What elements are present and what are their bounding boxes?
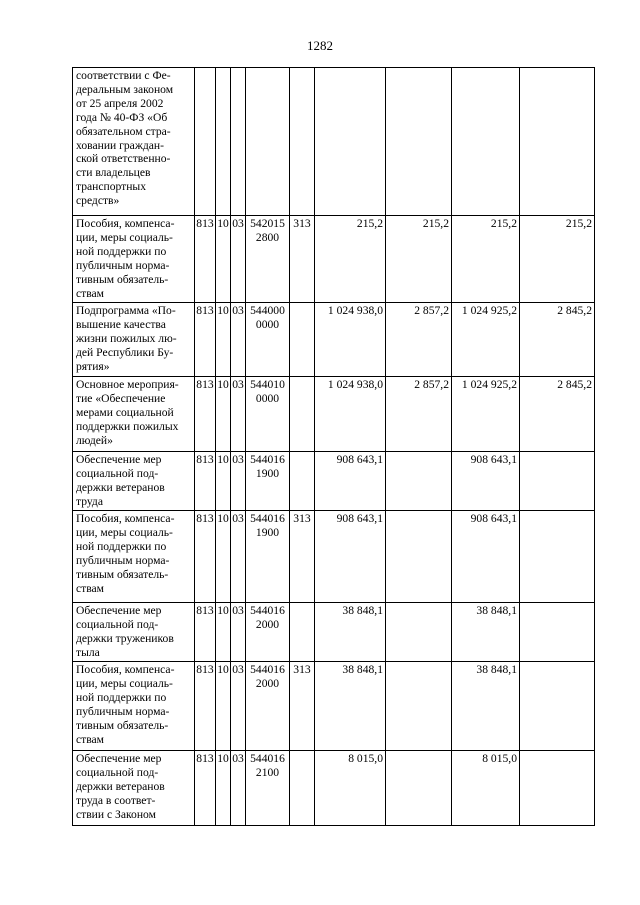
budget-table [72, 67, 595, 826]
row-name-line: ствам [76, 732, 105, 746]
row-name-line: ствам [76, 581, 105, 595]
table-row [73, 377, 595, 452]
target-article-cell: 544016 1900 [246, 511, 290, 603]
section-cell: 10 [216, 303, 231, 377]
row-name-line: Пособия, компенса- [76, 512, 175, 525]
row-name-line: ции, меры социаль- [76, 676, 173, 690]
amount-cell [386, 751, 452, 826]
row-name-cell [73, 452, 195, 511]
amount-cell [386, 452, 452, 511]
expense-type-cell [290, 377, 315, 452]
amount-cell [386, 603, 452, 662]
amount-cell [520, 751, 595, 826]
row-name-line: Пособия, компенса- [76, 663, 175, 676]
expense-type-cell: 313 [290, 662, 315, 751]
expense-type-cell: 313 [290, 511, 315, 603]
row-name-line: Пособия, компенса- [76, 217, 175, 230]
row-name-line: ции, меры социаль- [76, 230, 173, 244]
target-article-cell: 544016 2000 [246, 603, 290, 662]
row-name-cell [73, 303, 195, 377]
amount-cell: 908 643,1 [315, 452, 386, 511]
row-name-line: тивным обязатель- [76, 718, 169, 732]
row-name-cell [73, 511, 195, 603]
row-name-line: рятия» [76, 359, 110, 373]
row-name-line: держки ветеранов [76, 779, 165, 793]
section-cell: 10 [216, 603, 231, 662]
target-article-cell: 544010 0000 [246, 377, 290, 452]
row-name-line: публичным норма- [76, 258, 170, 272]
row-name-line: от 25 апреля 2002 [76, 96, 164, 110]
expense-type-cell [290, 751, 315, 826]
amount-cell: 8 015,0 [315, 751, 386, 826]
expense-type-cell [290, 68, 315, 216]
amount-cell: 2 857,2 [386, 377, 452, 452]
table-row [73, 452, 595, 511]
row-name-cell [73, 377, 195, 452]
amount-cell: 38 848,1 [315, 603, 386, 662]
row-name-line: социальной под- [76, 765, 159, 779]
row-name-line: ской ответственно- [76, 152, 171, 166]
admin-code-cell: 813 [195, 751, 216, 826]
subsection-cell: 03 [231, 216, 246, 303]
row-name-line: ной поддержки по [76, 690, 167, 704]
row-name-line: ховании граждан- [76, 138, 164, 152]
amount-cell: 908 643,1 [452, 452, 520, 511]
amount-cell: 2 845,2 [520, 377, 595, 452]
row-name-line: деральным законом [76, 82, 174, 96]
section-cell: 10 [216, 662, 231, 751]
row-name-line: года № 40-ФЗ «Об [76, 110, 168, 124]
table-row [73, 603, 595, 662]
table-row [73, 751, 595, 826]
amount-cell [520, 511, 595, 603]
row-name-line: Обеспечение мер [76, 453, 162, 466]
amount-cell: 1 024 925,2 [452, 377, 520, 452]
row-name-line: публичным норма- [76, 704, 170, 718]
row-name-line: ции, меры социаль- [76, 525, 173, 539]
amount-cell [520, 452, 595, 511]
target-article-cell: 544016 1900 [246, 452, 290, 511]
amount-cell [520, 68, 595, 216]
section-cell: 10 [216, 377, 231, 452]
amount-cell [520, 662, 595, 751]
row-name-line: Подпрограмма «По- [76, 304, 176, 317]
admin-code-cell: 813 [195, 662, 216, 751]
subsection-cell: 03 [231, 603, 246, 662]
amount-cell [386, 511, 452, 603]
amount-cell: 215,2 [315, 216, 386, 303]
subsection-cell: 03 [231, 751, 246, 826]
row-name-line: Обеспечение мер [76, 604, 162, 617]
target-article-cell: 544000 0000 [246, 303, 290, 377]
amount-cell: 38 848,1 [452, 662, 520, 751]
amount-cell: 215,2 [520, 216, 595, 303]
table-row [73, 511, 595, 603]
row-name-line: Основное мероприя- [76, 378, 179, 391]
admin-code-cell [195, 68, 216, 216]
row-name-line: социальной под- [76, 466, 159, 480]
amount-cell: 2 845,2 [520, 303, 595, 377]
row-name-line: тивным обязатель- [76, 272, 169, 286]
row-name-line: Обеспечение мер [76, 752, 162, 765]
table-row [73, 216, 595, 303]
subsection-cell [231, 68, 246, 216]
row-name-line: людей» [76, 433, 113, 447]
row-name-line: ствам [76, 286, 105, 300]
target-article-cell: 544016 2100 [246, 751, 290, 826]
expense-type-cell [290, 603, 315, 662]
row-name-line: держки тружеников [76, 631, 174, 645]
row-name-line: вышение качества [76, 317, 166, 331]
table-row [73, 662, 595, 751]
row-name-line: поддержки пожилых [76, 419, 179, 433]
subsection-cell: 03 [231, 511, 246, 603]
expense-type-cell [290, 452, 315, 511]
row-name-line: мерами социальной [76, 405, 174, 419]
admin-code-cell: 813 [195, 511, 216, 603]
section-cell: 10 [216, 511, 231, 603]
amount-cell: 215,2 [452, 216, 520, 303]
amount-cell: 215,2 [386, 216, 452, 303]
amount-cell: 908 643,1 [315, 511, 386, 603]
section-cell: 10 [216, 452, 231, 511]
row-name-line: труда в соответ- [76, 793, 156, 807]
subsection-cell: 03 [231, 303, 246, 377]
section-cell [216, 68, 231, 216]
amount-cell: 908 643,1 [452, 511, 520, 603]
expense-type-cell [290, 303, 315, 377]
admin-code-cell: 813 [195, 303, 216, 377]
admin-code-cell: 813 [195, 216, 216, 303]
row-name-line: тие «Обеспечение [76, 391, 166, 405]
row-name-cell [73, 603, 195, 662]
row-name-line: ной поддержки по [76, 244, 167, 258]
row-name-cell [73, 751, 195, 826]
section-cell: 10 [216, 751, 231, 826]
admin-code-cell: 813 [195, 452, 216, 511]
row-name-line: соответствии с Фе- [76, 69, 171, 82]
row-name-cell [73, 216, 195, 303]
page-number: 1282 [307, 38, 333, 53]
row-name-line: тыла [76, 645, 100, 659]
amount-cell [386, 662, 452, 751]
admin-code-cell: 813 [195, 377, 216, 452]
amount-cell: 38 848,1 [315, 662, 386, 751]
row-name-line: ной поддержки по [76, 539, 167, 553]
amount-cell [520, 603, 595, 662]
row-name-line: обязательном стра- [76, 124, 171, 138]
target-article-cell: 542015 2800 [246, 216, 290, 303]
row-name-line: тивным обязатель- [76, 567, 169, 581]
row-name-cell [73, 68, 195, 216]
admin-code-cell: 813 [195, 603, 216, 662]
row-name-cell [73, 662, 195, 751]
amount-cell: 1 024 938,0 [315, 303, 386, 377]
target-article-cell [246, 68, 290, 216]
subsection-cell: 03 [231, 662, 246, 751]
amount-cell [452, 68, 520, 216]
row-name-line: транспортных [76, 180, 147, 194]
amount-cell [386, 68, 452, 216]
expense-type-cell: 313 [290, 216, 315, 303]
section-cell: 10 [216, 216, 231, 303]
amount-cell [315, 68, 386, 216]
row-name-line: сти владельцев [76, 166, 151, 180]
table-row [73, 68, 595, 216]
table-row [73, 303, 595, 377]
amount-cell: 1 024 925,2 [452, 303, 520, 377]
amount-cell: 2 857,2 [386, 303, 452, 377]
row-name-line: публичным норма- [76, 553, 170, 567]
row-name-line: труда [76, 494, 103, 508]
row-name-line: жизни пожилых лю- [76, 331, 177, 345]
subsection-cell: 03 [231, 452, 246, 511]
subsection-cell: 03 [231, 377, 246, 452]
amount-cell: 38 848,1 [452, 603, 520, 662]
amount-cell: 1 024 938,0 [315, 377, 386, 452]
row-name-line: средств» [76, 194, 120, 208]
row-name-line: социальной под- [76, 617, 159, 631]
target-article-cell: 544016 2000 [246, 662, 290, 751]
row-name-line: ствии с Законом [76, 807, 156, 821]
row-name-line: держки ветеранов [76, 480, 165, 494]
amount-cell: 8 015,0 [452, 751, 520, 826]
row-name-line: дей Республики Бу- [76, 345, 174, 359]
